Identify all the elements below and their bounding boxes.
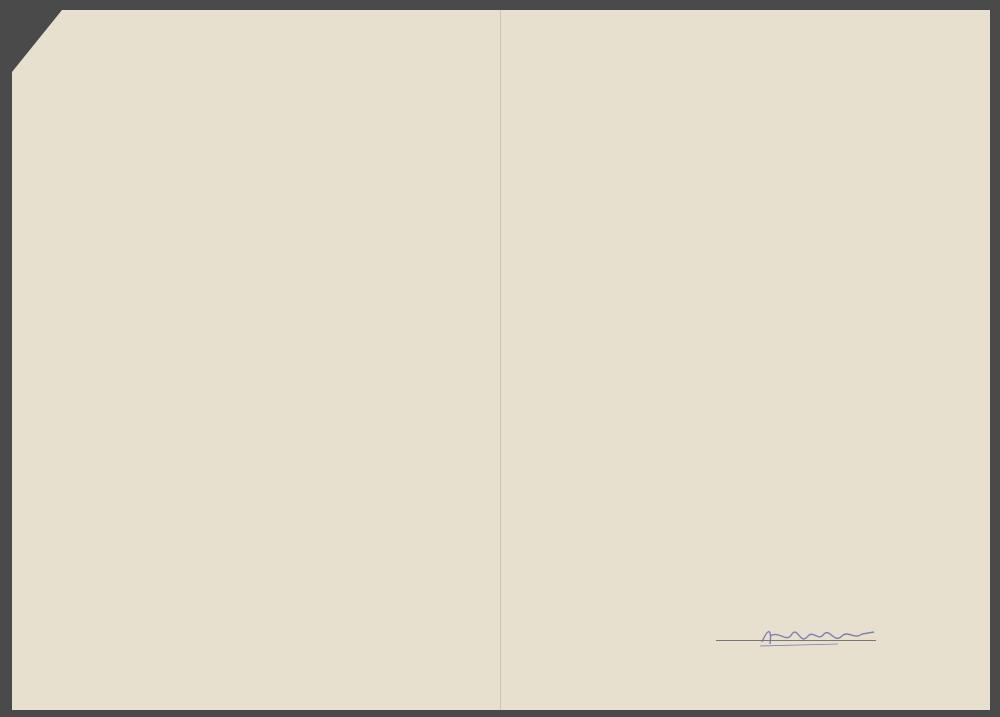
cut-corner xyxy=(12,10,62,72)
handwritten-signature xyxy=(758,624,878,650)
fold-line xyxy=(500,10,501,710)
document-sheet xyxy=(12,10,990,710)
signature-line xyxy=(716,640,876,641)
